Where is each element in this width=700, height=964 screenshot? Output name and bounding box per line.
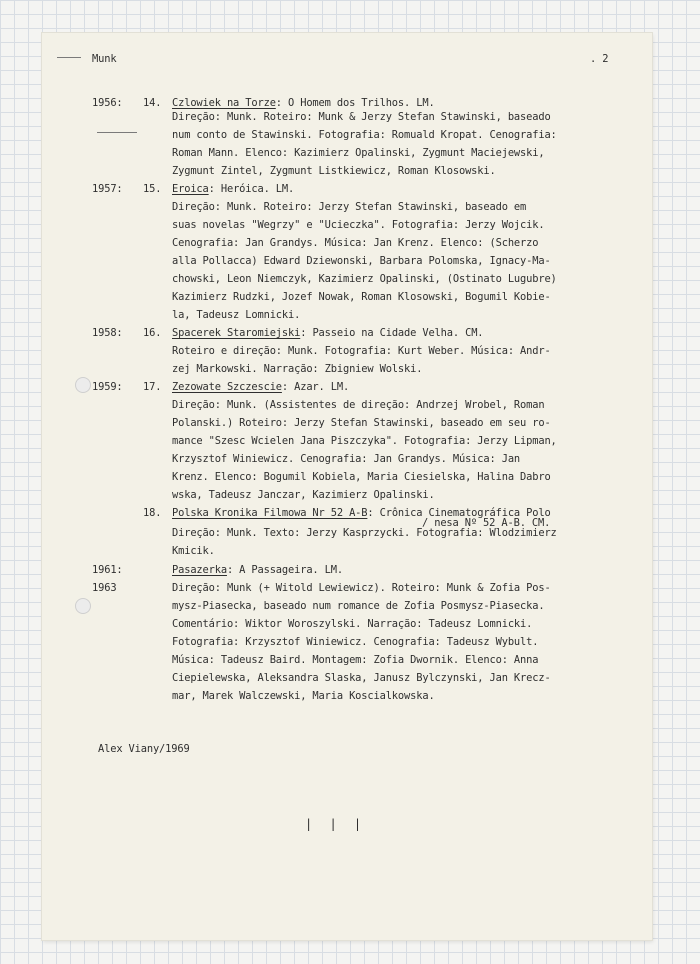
entry-line: Roman Mann. Elenco: Kazimierz Opalinski, Zygmunt Maciejewski, [172, 147, 545, 159]
signature: Alex Viany/1969 [98, 743, 190, 755]
entry-line: Música: Tadeusz Baird. Montagem: Zofia Dwornik. Elenco: Anna [172, 654, 539, 666]
entry-title-polish: Polska Kronika Filmowa Nr 52 A-B [172, 507, 368, 519]
entry-line: Direção: Munk. Roteiro: Jerzy Stefan Stawinski, baseado em [172, 201, 527, 213]
entry-line: Direção: Munk. Roteiro: Munk & Jerzy Stefan Stawinski, baseado [172, 111, 551, 123]
punch-hole-bottom [75, 598, 91, 614]
entry-year: 1957: [92, 183, 123, 195]
entry-number: 16. [143, 327, 162, 339]
entry-line: Kmicik. [172, 545, 215, 557]
entry-year: 1956: [92, 97, 123, 109]
entry-line: suas novelas "Wegrzy" e "Ucieczka". Fotografia: Jerzy Wojcik. [172, 219, 545, 231]
entry-line: Comentário: Wiktor Woroszylski. Narração: Tadeusz Lomnicki. [172, 618, 533, 630]
entry-year-second: 1963 [92, 582, 117, 594]
entry-line: la, Tadeusz Lomnicki. [172, 309, 301, 321]
entry-line: Direção: Munk. Texto: Jerzy Kasprzycki. Fotografia: Wlodzimierz [172, 527, 557, 539]
entry-number: 15. [143, 183, 162, 195]
entry-year: 1961: [92, 564, 123, 576]
entry-title-polish: Eroica [172, 183, 209, 195]
punch-hole-top [75, 377, 91, 393]
entry-year: 1959: [92, 381, 123, 393]
entry-line: Zygmunt Zintel, Zygmunt Listkiewicz, Roman Klosowski. [172, 165, 496, 177]
entry-number: 17. [143, 381, 162, 393]
entry-line: Direção: Munk (+ Witold Lewiewicz). Roteiro: Munk & Zofia Pos- [172, 582, 551, 594]
entry-title-rest: : Azar. LM. [281, 381, 350, 393]
margin-mark [97, 132, 137, 133]
entry-line: chowski, Leon Niemczyk, Kazimierz Opalinski, (Ostinato Lugubre) [172, 273, 557, 285]
entry-title-polish: Czlowiek na Torze [172, 97, 276, 109]
entry-title-rest: : Heróica. LM. [208, 183, 295, 195]
entry-line: Cenografia: Jan Grandys. Música: Jan Krenz. Elenco: (Scherzo [172, 237, 539, 249]
entry-year: 1958: [92, 327, 123, 339]
page-number: . 2 [590, 53, 609, 65]
entry-line: mysz-Piasecka, baseado num romance de Zofia Posmysz-Piasecka. [172, 600, 545, 612]
entry-line: Ciepielewska, Aleksandra Slaska, Janusz Bylczynski, Jan Krecz- [172, 672, 551, 684]
entry-line: Polanski.) Roteiro: Jerzy Stefan Stawinski, baseado em seu ro- [172, 417, 551, 429]
entry-line: Direção: Munk. (Assistentes de direção: Andrzej Wrobel, Roman [172, 399, 545, 411]
entry-line: zej Markowski. Narração: Zbigniew Wolski. [172, 363, 423, 375]
typewritten-page [42, 33, 652, 940]
entry-number: 18. [143, 507, 162, 519]
entry-title-rest: : Crônica Cinematográfica Polo [367, 507, 551, 519]
entry-line: Kazimierz Rudzki, Jozef Nowak, Roman Klosowski, Bogumil Kobie- [172, 291, 551, 303]
footer-marks: | | | [305, 817, 367, 831]
entry-title-rest: : O Homem dos Trilhos. LM. [275, 97, 435, 109]
margin-mark [57, 57, 81, 58]
entry-line: Krenz. Elenco: Bogumil Kobiela, Maria Ciesielska, Halina Dabro [172, 471, 551, 483]
entry-line: alla Pollacca) Edward Dziewonski, Barbara Polomska, Ignacy-Ma- [172, 255, 551, 267]
entry-title-rest: : Passeio na Cidade Velha. CM. [300, 327, 484, 339]
entry-title-rest: : A Passageira. LM. [226, 564, 343, 576]
entry-line: wska, Tadeusz Janczar, Kazimierz Opalinski. [172, 489, 435, 501]
entry-line: num conto de Stawinski. Fotografia: Romuald Kropat. Cenografia: [172, 129, 557, 141]
entry-number: 14. [143, 97, 162, 109]
header-name: Munk [92, 53, 117, 65]
entry-line: mance "Szesc Wcielen Jana Piszczyka". Fotografia: Jerzy Lipman, [172, 435, 557, 447]
entry-title-polish: Pasazerka [172, 564, 227, 576]
entry-title-polish: Spacerek Staromiejski [172, 327, 301, 339]
entry-line: mar, Marek Walczewski, Maria Koscialkowska. [172, 690, 435, 702]
entry-line: Fotografia: Krzysztof Winiewicz. Cenografia: Tadeusz Wybult. [172, 636, 539, 648]
entry-line: Krzysztof Winiewicz. Cenografia: Jan Grandys. Música: Jan [172, 453, 521, 465]
entry-title-polish: Zezowate Szczescie [172, 381, 282, 393]
entry-line: Roteiro e direção: Munk. Fotografia: Kurt Weber. Música: Andr- [172, 345, 551, 357]
entry-title-continuation: / nesa Nº 52 A-B. CM. [422, 517, 551, 529]
